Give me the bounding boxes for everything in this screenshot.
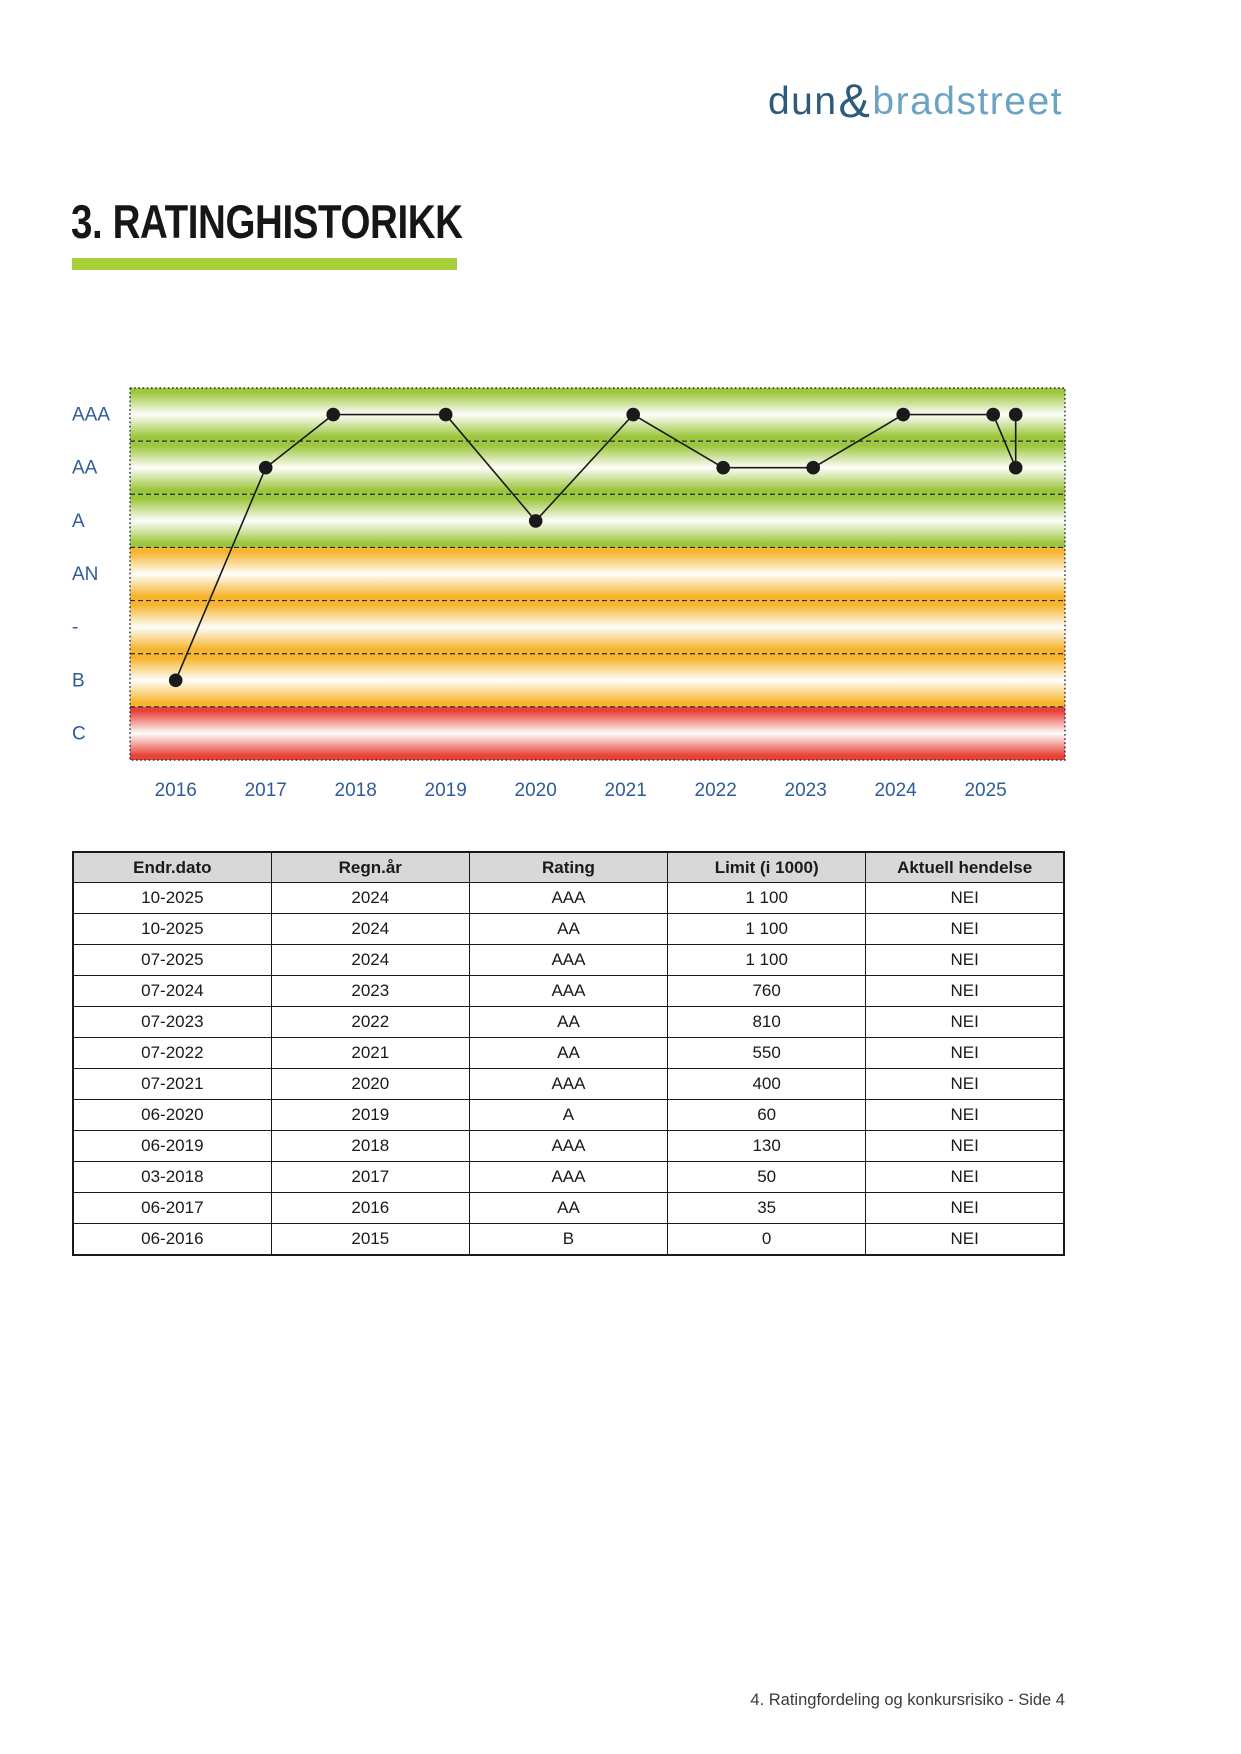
- table-cell: NEI: [866, 1038, 1064, 1069]
- y-axis-label-C: C: [72, 723, 86, 745]
- x-axis-label-2022: 2022: [694, 780, 737, 801]
- rating-point-07-2022-AA: [716, 461, 730, 475]
- table-row: [73, 1038, 1064, 1069]
- rating-point-07-2023-AA: [806, 461, 820, 475]
- table-cell: AA: [469, 914, 667, 945]
- dun-and-bradstreet-logo: [767, 74, 1063, 127]
- title-underline-bar: [72, 258, 457, 270]
- table-cell: AAA: [469, 1162, 667, 1193]
- x-axis-label-2020: 2020: [514, 780, 557, 801]
- table-row: [73, 914, 1064, 945]
- table-cell: 2021: [271, 1038, 469, 1069]
- rating-band-A: [130, 494, 1065, 547]
- table-cell: 400: [668, 1069, 866, 1100]
- table-cell: 10-2025: [73, 883, 271, 914]
- table-cell: 2020: [271, 1069, 469, 1100]
- table-cell: 810: [668, 1007, 866, 1038]
- y-axis-label-B: B: [72, 670, 85, 692]
- table-cell: NEI: [866, 883, 1064, 914]
- x-axis-label-2024: 2024: [874, 780, 917, 801]
- table-cell: 2024: [271, 945, 469, 976]
- section-title: 3. RATINGHISTORIKK: [71, 195, 463, 248]
- rating-point-06-2019-AAA: [439, 408, 453, 422]
- table-cell: AA: [469, 1038, 667, 1069]
- y-axis-label-AA: AA: [72, 457, 98, 479]
- table-cell: 60: [668, 1100, 866, 1131]
- column-header: Aktuell hendelse: [866, 852, 1064, 883]
- logo-ampersand-icon: &: [838, 74, 872, 127]
- rating-band-C: [130, 707, 1065, 760]
- table-cell: 2024: [271, 883, 469, 914]
- table-cell: AAA: [469, 976, 667, 1007]
- table-cell: NEI: [866, 1069, 1064, 1100]
- table-header-row: [73, 852, 1064, 883]
- table-cell: AAA: [469, 1069, 667, 1100]
- y-axis-label-AN: AN: [72, 564, 99, 585]
- table-row: [73, 976, 1064, 1007]
- table-row: [73, 1224, 1064, 1256]
- table-cell: 0: [668, 1224, 866, 1256]
- table-cell: NEI: [866, 1224, 1064, 1256]
- table-row: [73, 945, 1064, 976]
- table-cell: NEI: [866, 945, 1064, 976]
- rating-history-chart: [0, 340, 1241, 820]
- rating-point-07-2024-AAA: [896, 408, 910, 422]
- table-cell: 2017: [271, 1162, 469, 1193]
- x-axis-label-2017: 2017: [244, 780, 287, 801]
- table-cell: NEI: [866, 976, 1064, 1007]
- rating-band--: [130, 601, 1065, 654]
- table-cell: 06-2017: [73, 1193, 271, 1224]
- column-header: Regn.år: [271, 852, 469, 883]
- table-cell: 2019: [271, 1100, 469, 1131]
- table-cell: 2015: [271, 1224, 469, 1256]
- column-header: Limit (i 1000): [668, 852, 866, 883]
- table-cell: NEI: [866, 1162, 1064, 1193]
- y-axis-label-AAA: AAA: [72, 404, 111, 426]
- table-body: [73, 883, 1064, 1256]
- logo-text-bradstreet: bradstreet: [872, 80, 1063, 123]
- x-axis-label-2023: 2023: [784, 780, 827, 801]
- rating-point-06-2016-B: [169, 674, 183, 688]
- table-cell: 2024: [271, 914, 469, 945]
- table-cell: 35: [668, 1193, 866, 1224]
- rating-band-AN: [130, 547, 1065, 600]
- table-cell: 50: [668, 1162, 866, 1193]
- x-axis-label-2018: 2018: [334, 780, 377, 801]
- rating-point-03-2018-AAA: [326, 408, 340, 422]
- table-row: [73, 1100, 1064, 1131]
- x-axis-label-2021: 2021: [604, 780, 647, 801]
- column-header: Endr.dato: [73, 852, 271, 883]
- table-cell: 2016: [271, 1193, 469, 1224]
- table-row: [73, 1069, 1064, 1100]
- table-cell: 760: [668, 976, 866, 1007]
- table-cell: 07-2023: [73, 1007, 271, 1038]
- table-cell: AA: [469, 1193, 667, 1224]
- table-cell: 06-2019: [73, 1131, 271, 1162]
- table-cell: 130: [668, 1131, 866, 1162]
- table-cell: 2018: [271, 1131, 469, 1162]
- table-cell: 1 100: [668, 945, 866, 976]
- table-cell: 1 100: [668, 883, 866, 914]
- rating-band-B: [130, 654, 1065, 707]
- table-cell: 07-2024: [73, 976, 271, 1007]
- rating-point-06-2017-AA: [259, 461, 273, 475]
- column-header: Rating: [469, 852, 667, 883]
- table-row: [73, 883, 1064, 914]
- table-cell: 550: [668, 1038, 866, 1069]
- table-cell: 06-2020: [73, 1100, 271, 1131]
- rating-history-chart-svg: [0, 340, 1241, 820]
- x-axis-label-2016: 2016: [154, 780, 197, 801]
- y-axis-label--: -: [72, 617, 79, 639]
- table-cell: AA: [469, 1007, 667, 1038]
- x-axis-label-2019: 2019: [424, 780, 467, 801]
- table-row: [73, 1007, 1064, 1038]
- table-cell: 07-2021: [73, 1069, 271, 1100]
- table-cell: NEI: [866, 1193, 1064, 1224]
- rating-point-07-2025-AAA: [986, 408, 1000, 422]
- x-axis-label-2025: 2025: [964, 780, 1007, 801]
- rating-point-10-2025-AA: [1009, 461, 1023, 475]
- y-axis-label-A: A: [72, 510, 85, 532]
- rating-point-06-2020-A: [529, 514, 543, 528]
- table-cell: 06-2016: [73, 1224, 271, 1256]
- table-cell: AAA: [469, 883, 667, 914]
- rating-point-07-2021-AAA: [626, 408, 640, 422]
- table-row: [73, 1131, 1064, 1162]
- table-cell: 2023: [271, 976, 469, 1007]
- table-cell: 07-2025: [73, 945, 271, 976]
- rating-point-10-2025-AAA: [1009, 408, 1023, 422]
- table-cell: AAA: [469, 945, 667, 976]
- table-cell: NEI: [866, 1131, 1064, 1162]
- page-footer: 4. Ratingfordeling og konkursrisiko - Side 4: [750, 1691, 1065, 1709]
- table-cell: NEI: [866, 1007, 1064, 1038]
- table-cell: B: [469, 1224, 667, 1256]
- table-row: [73, 1193, 1064, 1224]
- table-cell: A: [469, 1100, 667, 1131]
- table-cell: 03-2018: [73, 1162, 271, 1193]
- table-cell: 10-2025: [73, 914, 271, 945]
- table-cell: 1 100: [668, 914, 866, 945]
- logo-text-dun: dun: [767, 80, 838, 123]
- table-cell: AAA: [469, 1131, 667, 1162]
- table-cell: NEI: [866, 914, 1064, 945]
- table-cell: 07-2022: [73, 1038, 271, 1069]
- table-cell: 2022: [271, 1007, 469, 1038]
- rating-history-table: [72, 851, 1065, 1256]
- table-row: [73, 1162, 1064, 1193]
- table-cell: NEI: [866, 1100, 1064, 1131]
